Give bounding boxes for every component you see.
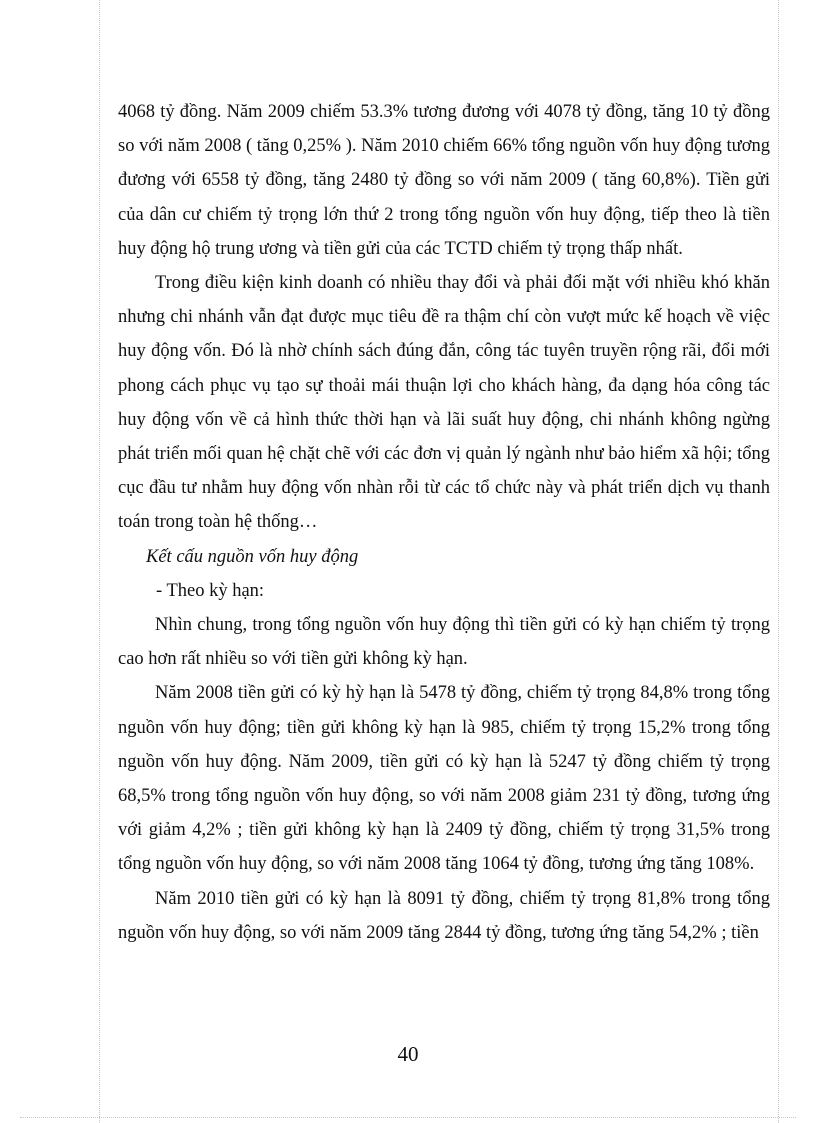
page-bottom-guide xyxy=(20,1117,796,1118)
paragraph-2008-2009: Năm 2008 tiền gửi có kỳ hỳ hạn là 5478 tỷ đồng, chiếm tỷ trọng 84,8% trong tổng nguồn vốn huy động; tiền gửi không kỳ hạn là 985, chiếm tỷ trọng 15,2% trong tổng nguồn vốn huy động. Năm 2009, tiền gửi có kỳ hạn là 5247 tỷ đồng chiếm tỷ trọng 68,5% trong tổng nguồn vốn huy động, so với năm 2008 giảm 231 tỷ đồng, tương ứng với giảm 4,2% ; tiền gửi không kỳ hạn là 2409 tỷ đồng, chiếm tỷ trọng 31,5% trong tổng nguồn vốn huy động, so với năm 2008 tăng 1064 tỷ đồng, tương ứng tăng 108%. xyxy=(118,683,770,875)
bullet-term: - Theo kỳ hạn: xyxy=(156,580,265,601)
paragraph-continuation: 4068 tỷ đồng. Năm 2009 chiếm 53.3% tương đương với 4078 tỷ đồng, tăng 10 tỷ đồng so với năm 2008 ( tăng 0,25% ). Năm 2010 chiếm 66% tổng nguồn vốn huy động tương đương với 6558 tỷ đồng, tăng 2480 tỷ đồng so với năm 2009 ( tăng 60,8%). Tiền gửi của dân cư chiếm tỷ trọng lớn thứ 2 trong tổng nguồn vốn huy động, tiếp theo là tiền huy động hộ trung ương và tiền gửi của các TCTD chiếm tỷ trọng thấp nhất. xyxy=(118,102,770,259)
paragraph-2010: Năm 2010 tiền gửi có kỳ hạn là 8091 tỷ đồng, chiếm tỷ trọng 81,8% trong tổng nguồn vốn huy động, so với năm 2009 tăng 2844 tỷ đồng, tương ứng tăng 54,2% ; tiền xyxy=(118,888,770,943)
page-number: 40 xyxy=(397,1042,419,1066)
paragraph-conditions: Trong điều kiện kinh doanh có nhiều thay đổi và phải đối mặt với nhiều khó khăn nhưng chi nhánh vẫn đạt được mục tiêu đề ra thậm chí còn vượt mức kế hoạch về việc huy động vốn. Đó là nhờ chính sách đúng đắn, công tác tuyên truyền rộng rãi, đổi mới phong cách phục vụ tạo sự thoải mái thuận lợi cho khách hàng, đa dạng hóa công tác huy động vốn về cả hình thức thời hạn và lãi suất huy động, chi nhánh không ngừng phát triển mối quan hệ chặt chẽ với các đơn vị quản lý ngành như bảo hiểm xã hội; tổng cục đầu tư nhằm huy động vốn nhàn rỗi từ các tổ chức này và phát triển dịch vụ thanh toán trong toàn hệ thống… xyxy=(118,273,770,533)
section-heading: Kết cấu nguồn vốn huy động xyxy=(146,546,359,567)
paragraph-overview: Nhìn chung, trong tổng nguồn vốn huy động thì tiền gửi có kỳ hạn chiếm tỷ trọng cao hơn rất nhiều so với tiền gửi không kỳ hạn. xyxy=(118,615,770,670)
page-body xyxy=(118,95,770,950)
